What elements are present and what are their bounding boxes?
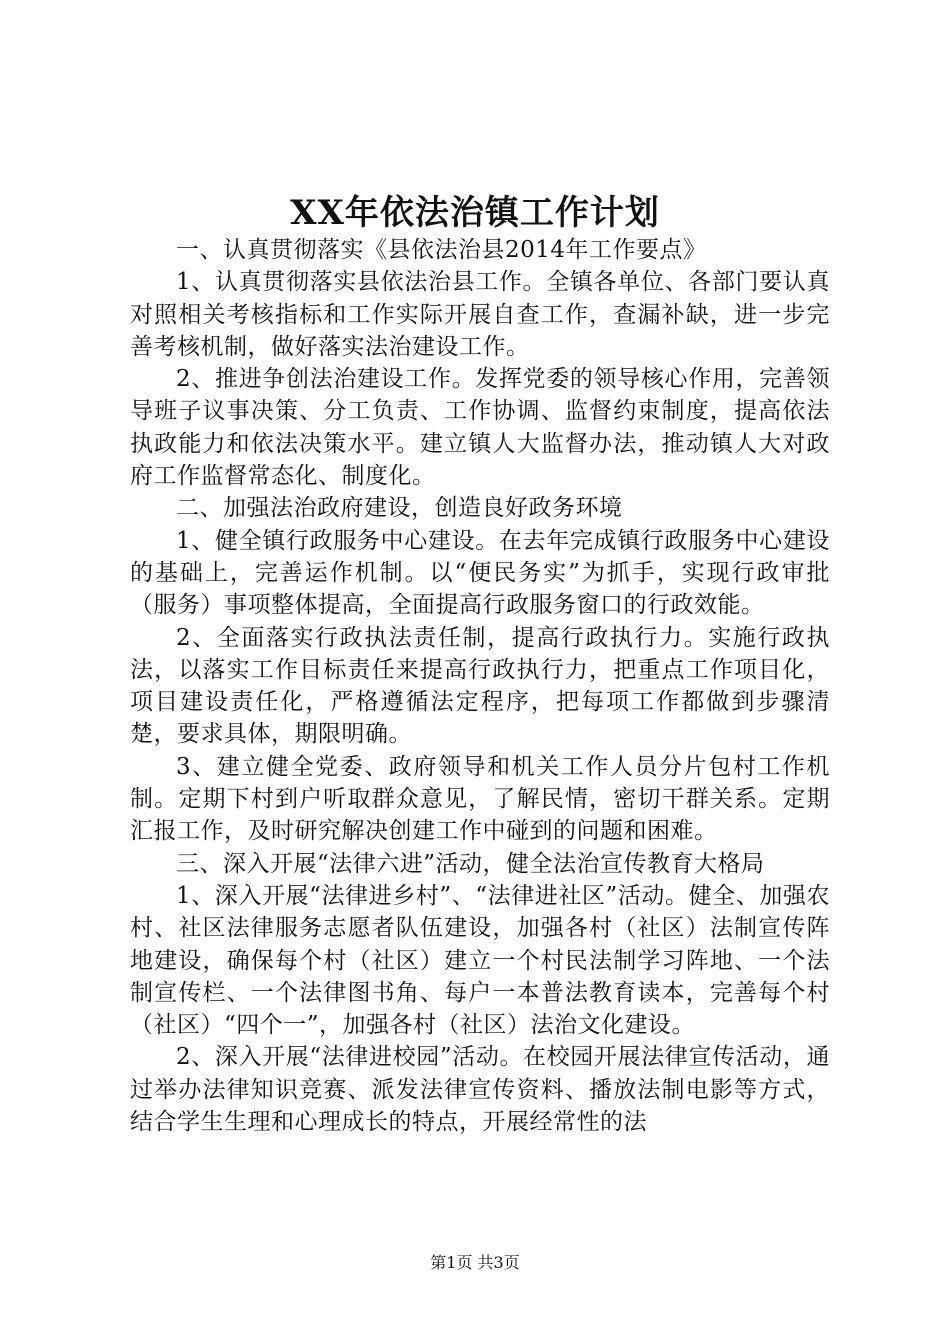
section-heading-1: 一、认真贯彻落实《县依法治县2014年工作要点》: [176, 237, 707, 263]
document-title: XX年依法治镇工作计划: [290, 193, 660, 233]
page-number-footer: 第1页 共3页: [430, 1253, 520, 1272]
paragraph: 2、全面落实行政执法责任制，提高行政执行力。实施行政执法，以落实工作目标责任来提高行政执行力，把重点工作项目化，项目建设责任化，严格遵循法定程序，把每项工作都做到步骤清楚，要求具体，期限明确。: [130, 624, 830, 748]
document-body: [130, 234, 830, 1138]
paragraph: 1、认真贯彻落实县依法治县工作。全镇各单位、各部门要认真对照相关考核指标和工作实际开展自查工作，查漏补缺，进一步完善考核机制，做好落实法治建设工作。: [130, 269, 830, 360]
paragraph: 2、推进争创法治建设工作。发挥党委的领导核心作用，完善领导班子议事决策、分工负责、工作协调、监督约束制度，提高依法执政能力和依法决策水平。建立镇人大监督办法，推动镇人大对政府工作监督常态化、制度化。: [130, 366, 830, 490]
section-heading-2: 二、加强法治政府建设，创造良好政务环境: [176, 495, 623, 522]
section-heading-3: 三、深入开展“法律六进”活动，健全法治宣传教育大格局: [176, 850, 765, 877]
paragraph: 1、深入开展“法律进乡村”、“法律进社区”活动。健全、加强农村、社区法律服务志愿者队伍建设，加强各村（社区）法制宣传阵地建设，确保每个村（社区）建立一个村民法制学习阵地、一个法制宣传栏、一个法律图书角、每户一本普法教育读本，完善每个村（社区）“四个一”，加强各村（社区）法治文化建设。: [130, 882, 830, 1039]
paragraph: 3、建立健全党委、政府领导和机关工作人员分片包村工作机制。定期下村到户听取群众意见，了解民情，密切干群关系。定期汇报工作，及时研究解决创建工作中碰到的问题和困难。: [130, 753, 830, 845]
paragraph: 1、健全镇行政服务中心建设。在去年完成镇行政服务中心建设的基础上，完善运作机制。以“便民务实”为抓手，实现行政审批（服务）事项整体提高，全面提高行政服务窗口的行政效能。: [130, 527, 830, 619]
paragraph: 2、深入开展“法律进校园”活动。在校园开展法律宣传活动，通过举办法律知识竞赛、派发法律宣传资料、播放法制电影等方式，结合学生生理和心理成长的特点，开展经常性的法: [130, 1044, 830, 1136]
